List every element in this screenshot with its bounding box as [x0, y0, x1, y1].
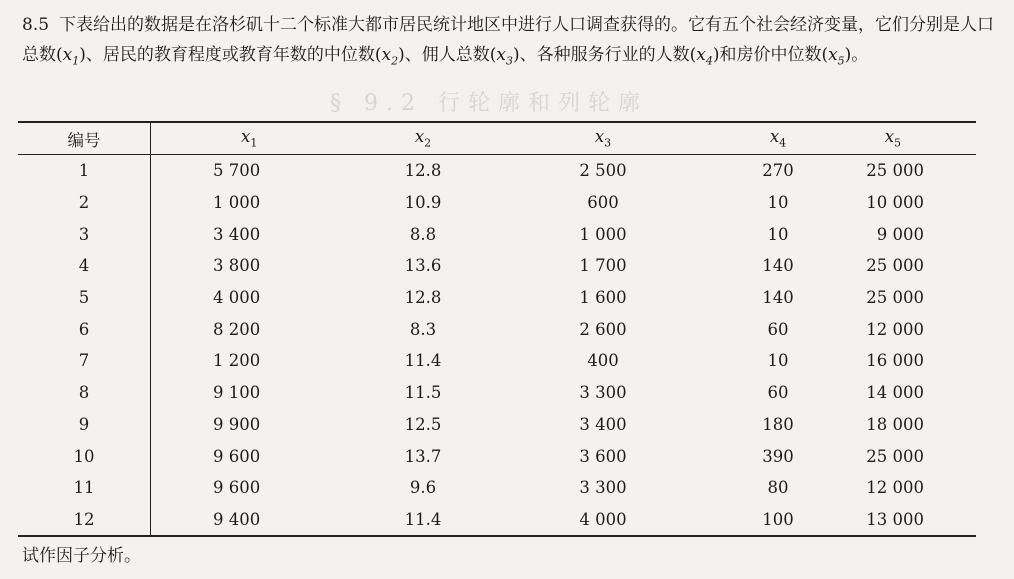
header-x2: $x_2$: [333, 122, 513, 155]
problem-statement: [22, 10, 997, 76]
value-cell-x2: 11.4: [333, 504, 513, 537]
value-cell-x2: 11.4: [404, 351, 442, 371]
value-cell-x4: 10: [767, 224, 789, 244]
var-x2: $x_2$: [381, 45, 399, 68]
value-cell-x1: 8 200: [213, 319, 261, 339]
value-cell-x2: 9.6: [409, 478, 437, 498]
table-row: [18, 504, 976, 537]
value-cell-x1: 1 200: [213, 351, 261, 371]
row-id-cell: 1: [18, 155, 151, 187]
row-id-cell: 10: [18, 440, 151, 472]
value-cell-x3: 2 600: [579, 319, 627, 339]
value-cell-x2: 8.8: [409, 224, 437, 244]
value-cell-x3: 3 400: [579, 414, 627, 434]
value-cell-x5: 12 000: [866, 478, 924, 498]
value-cell-x3: 1 600: [579, 288, 627, 308]
value-cell-x5: 16 000: [866, 351, 924, 371]
value-cell-x3: 1 700: [579, 256, 627, 276]
header-x3: $x_3$: [513, 122, 693, 155]
row-id-cell: 4: [18, 250, 151, 282]
value-cell-x1: 9 400: [151, 504, 334, 537]
row-id-cell: 3: [18, 218, 151, 250]
var-x4: $x_4$: [696, 45, 713, 68]
table-row: [18, 250, 976, 282]
row-id-cell: 11: [18, 472, 151, 504]
value-cell-x3: 1 000: [579, 224, 627, 244]
row-id-cell: 7: [18, 345, 151, 377]
value-cell-x1: 9 900: [213, 414, 261, 434]
value-cell-x2: 12.8: [404, 288, 442, 308]
value-cell-x2: 13.6: [404, 256, 442, 276]
value-cell-x5: 12 000: [866, 319, 924, 339]
value-cell-x4: 390: [762, 446, 794, 466]
value-cell-x4: 180: [762, 414, 794, 434]
value-cell-x1: 4 000: [213, 288, 261, 308]
table-row: [18, 187, 976, 219]
value-cell-x2: 11.5: [404, 383, 442, 403]
value-cell-x3: 3 300: [579, 478, 627, 498]
value-cell-x5: 10 000: [866, 193, 924, 213]
value-cell-x1: 3 400: [213, 224, 261, 244]
value-cell-x5: 9 000: [876, 224, 924, 244]
row-id-cell: 6: [18, 313, 151, 345]
value-cell-x5: 25 000: [866, 161, 924, 181]
value-cell-x1: 1 000: [213, 193, 261, 213]
row-id-cell: 5: [18, 282, 151, 314]
header-id: 编号: [18, 122, 151, 155]
problem-text-e: )和房价中位数(: [712, 45, 829, 65]
value-cell-x4: 100: [693, 504, 863, 537]
value-cell-x1: 9 600: [213, 478, 261, 498]
value-cell-x4: 10: [767, 351, 789, 371]
value-cell-x2: 13.7: [404, 446, 442, 466]
value-cell-x4: 60: [767, 319, 789, 339]
table-row: [18, 377, 976, 409]
table-row: [18, 313, 976, 345]
row-id-cell: 8: [18, 377, 151, 409]
value-cell-x4: 10: [767, 193, 789, 213]
value-cell-x3: 4 000: [513, 504, 693, 537]
var-x3: $x_3$: [496, 45, 513, 68]
table-row: [18, 472, 976, 504]
value-cell-x2: 12.8: [404, 161, 442, 181]
row-id-cell: 12: [18, 504, 151, 537]
census-data-table: [18, 121, 976, 537]
value-cell-x3: 3 300: [579, 383, 627, 403]
value-cell-x3: 400: [587, 351, 619, 371]
value-cell-x4: 80: [767, 478, 789, 498]
value-cell-x1: 9 100: [213, 383, 261, 403]
value-cell-x4: 270: [762, 161, 794, 181]
var-x1: $x_1$: [62, 45, 80, 68]
value-cell-x2: 8.3: [409, 319, 437, 339]
value-cell-x1: 9 600: [213, 446, 261, 466]
value-cell-x5: 25 000: [866, 446, 924, 466]
value-cell-x2: 10.9: [404, 193, 442, 213]
value-cell-x3: 3 600: [579, 446, 627, 466]
header-x5: $x_5$: [863, 122, 976, 155]
table-row: [18, 218, 976, 250]
table-row: [18, 440, 976, 472]
closing-instruction: 试作因子分析。: [22, 546, 141, 566]
problem-text-d: )、各种服务行业的人数(: [512, 45, 697, 65]
value-cell-x5: 14 000: [866, 383, 924, 403]
row-id-cell: 9: [18, 409, 151, 441]
value-cell-x4: 140: [762, 288, 794, 308]
header-x4: $x_4$: [693, 122, 863, 155]
problem-text-f: )。: [844, 45, 869, 65]
value-cell-x5: 13 000: [863, 504, 976, 537]
problem-text-c: )、佣人总数(: [398, 45, 497, 65]
table-row: [18, 409, 976, 441]
table-header-row: [18, 122, 976, 155]
value-cell-x2: 12.5: [404, 414, 442, 434]
header-x1: $x_1$: [151, 122, 334, 155]
value-cell-x5: 25 000: [866, 288, 924, 308]
value-cell-x4: 60: [767, 383, 789, 403]
problem-text-a: 下表给出的数据是在洛杉矶十二个标准大都市居民统计地区中进行人口调查获得的。它有五个社会经济变量，它们分别是人口总数(: [22, 15, 995, 65]
value-cell-x5: 18 000: [866, 414, 924, 434]
table-row: [18, 155, 976, 187]
value-cell-x5: 25 000: [866, 256, 924, 276]
value-cell-x3: 600: [587, 193, 619, 213]
row-id-cell: 2: [18, 187, 151, 219]
bleed-through-heading: § 9.2 行轮廓和列轮廓: [330, 91, 648, 116]
problem-number: 8.5: [22, 15, 50, 35]
var-x5: $x_5$: [828, 45, 845, 68]
table-row: [18, 345, 976, 377]
problem-text-b: )、居民的教育程度或教育年数的中位数(: [79, 45, 382, 65]
value-cell-x3: 2 500: [579, 161, 627, 181]
value-cell-x1: 5 700: [213, 161, 261, 181]
table-row: [18, 282, 976, 314]
value-cell-x1: 3 800: [213, 256, 261, 276]
value-cell-x4: 140: [762, 256, 794, 276]
